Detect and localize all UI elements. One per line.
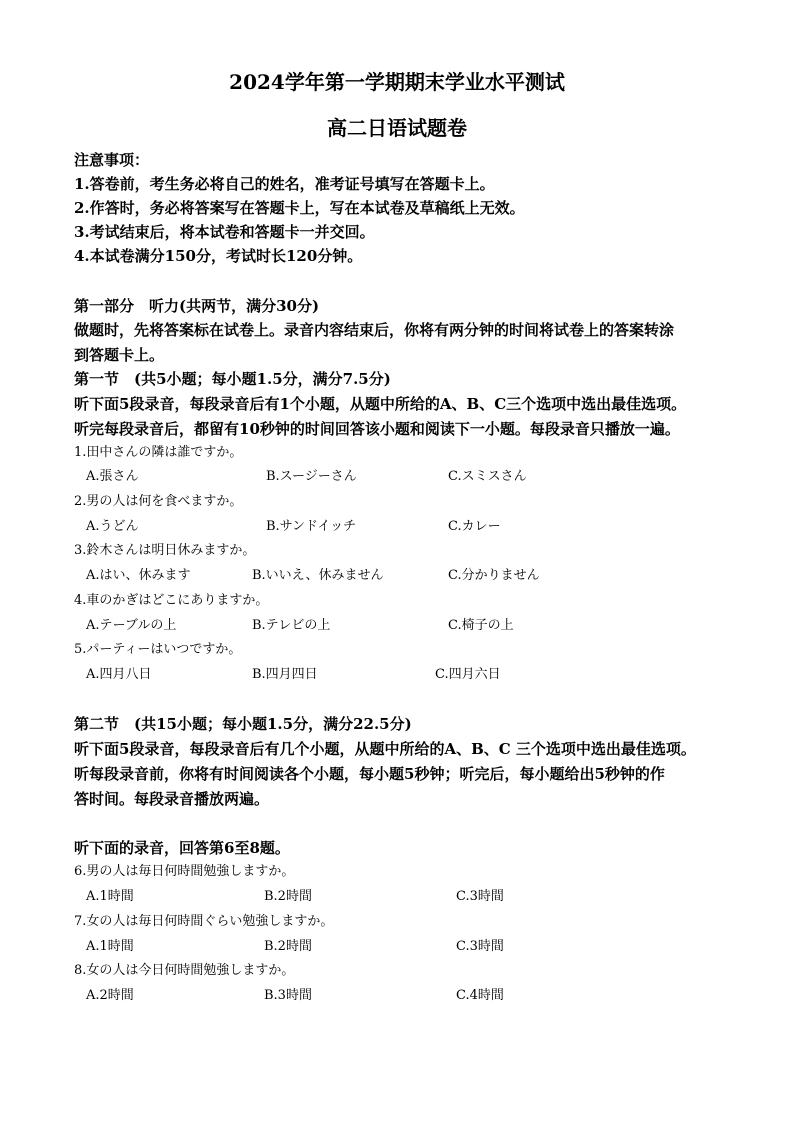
group-heading: 听下面的录音，回答第6至8题。 [74, 839, 290, 857]
option-c: C.椅子の上 [448, 618, 514, 633]
notice-heading: 注意事项： [74, 151, 150, 169]
option-c: C.3時間 [456, 939, 504, 954]
option-c: C.スミスさん [448, 469, 527, 484]
option-c: C.3時間 [456, 889, 504, 904]
option-b: B.スージーさん [266, 469, 357, 484]
option-b: B.2時間 [264, 939, 312, 954]
option-b: B.サンドイッチ [266, 519, 357, 534]
question-stem: 3.鈴木さんは明日休みますか。 [74, 543, 256, 558]
option-b: B.四月四日 [252, 667, 318, 682]
option-a: A.うどん [86, 519, 139, 534]
exam-subtitle: 高二日语试题卷 [327, 116, 467, 140]
option-a: A.張さん [86, 469, 139, 484]
notice-item: 3.考试结束后，将本试卷和答题卡一并交回。 [74, 223, 375, 241]
option-c: C.カレー [448, 519, 501, 534]
notice-item: 1.答卷前，考生务必将自己的姓名，准考证号填写在答题卡上。 [74, 175, 495, 193]
section2-heading: 第二节 (共15小题；每小题1.5分，满分22.5分) [74, 715, 412, 733]
option-b: B.3時間 [264, 988, 312, 1003]
option-c: C.4時間 [456, 988, 504, 1003]
question-stem: 2.男の人は何を食べますか。 [74, 494, 243, 509]
option-a: A.2時間 [86, 988, 134, 1003]
option-b: B.2時間 [264, 889, 312, 904]
question-stem: 6.男の人は毎日何時間勉強しますか。 [74, 864, 295, 879]
part1-instruction: 做题时，先将答案标在试卷上。录音内容结束后，你将有两分钟的时间将试卷上的答案转涂 [74, 321, 675, 339]
section1-instruction: 听下面5段录音，每段录音后有1个小题，从题中所给的A、B、C三个选项中选出最佳选项。 [74, 395, 687, 413]
option-c: C.四月六日 [435, 667, 501, 682]
option-c: C.分かりません [448, 568, 540, 583]
option-a: A.テーブルの上 [86, 618, 177, 633]
option-b: B.いいえ、休みません [252, 568, 384, 583]
notice-item: 4.本试卷满分150分，考试时长120分钟。 [74, 247, 363, 265]
section1-heading: 第一节 (共5小题；每小题1.5分，满分7.5分) [74, 370, 391, 388]
question-stem: 7.女の人は毎日何時間ぐらい勉強しますか。 [74, 914, 334, 929]
notice-item: 2.作答时，务必将答案写在答题卡上，写在本试卷及草稿纸上无效。 [74, 199, 525, 217]
section2-instruction: 听每段录音前，你将有时间阅读各个小题，每小题5秒钟；听完后，每小题给出5秒钟的作 [74, 765, 665, 783]
option-b: B.テレビの上 [252, 618, 331, 633]
part1-instruction: 到答题卡上。 [74, 346, 165, 364]
question-stem: 4.車のかぎはどこにありますか。 [74, 593, 269, 608]
option-a: A.1時間 [86, 889, 134, 904]
question-stem: 8.女の人は今日何時間勉強しますか。 [74, 963, 295, 978]
option-a: A.1時間 [86, 939, 134, 954]
exam-title: 2024学年第一学期期末学业水平测试 [229, 70, 565, 94]
section2-instruction: 听下面5段录音，每段录音后有几个小题，从题中所给的A、B、C 三个选项中选出最佳选项。 [74, 740, 696, 758]
option-a: A.四月八日 [86, 667, 152, 682]
part1-heading: 第一部分 听力(共两节，满分30分) [74, 297, 320, 315]
option-a: A.はい、休みます [86, 568, 191, 583]
section2-instruction: 答时间。每段录音播放两遍。 [74, 790, 270, 808]
question-stem: 5.パーティーはいつですか。 [74, 642, 242, 657]
section1-instruction: 听完每段录音后，都留有10秒钟的时间回答该小题和阅读下一小题。每段录音只播放一遍。 [74, 420, 680, 438]
question-stem: 1.田中さんの隣は誰ですか。 [74, 445, 243, 460]
